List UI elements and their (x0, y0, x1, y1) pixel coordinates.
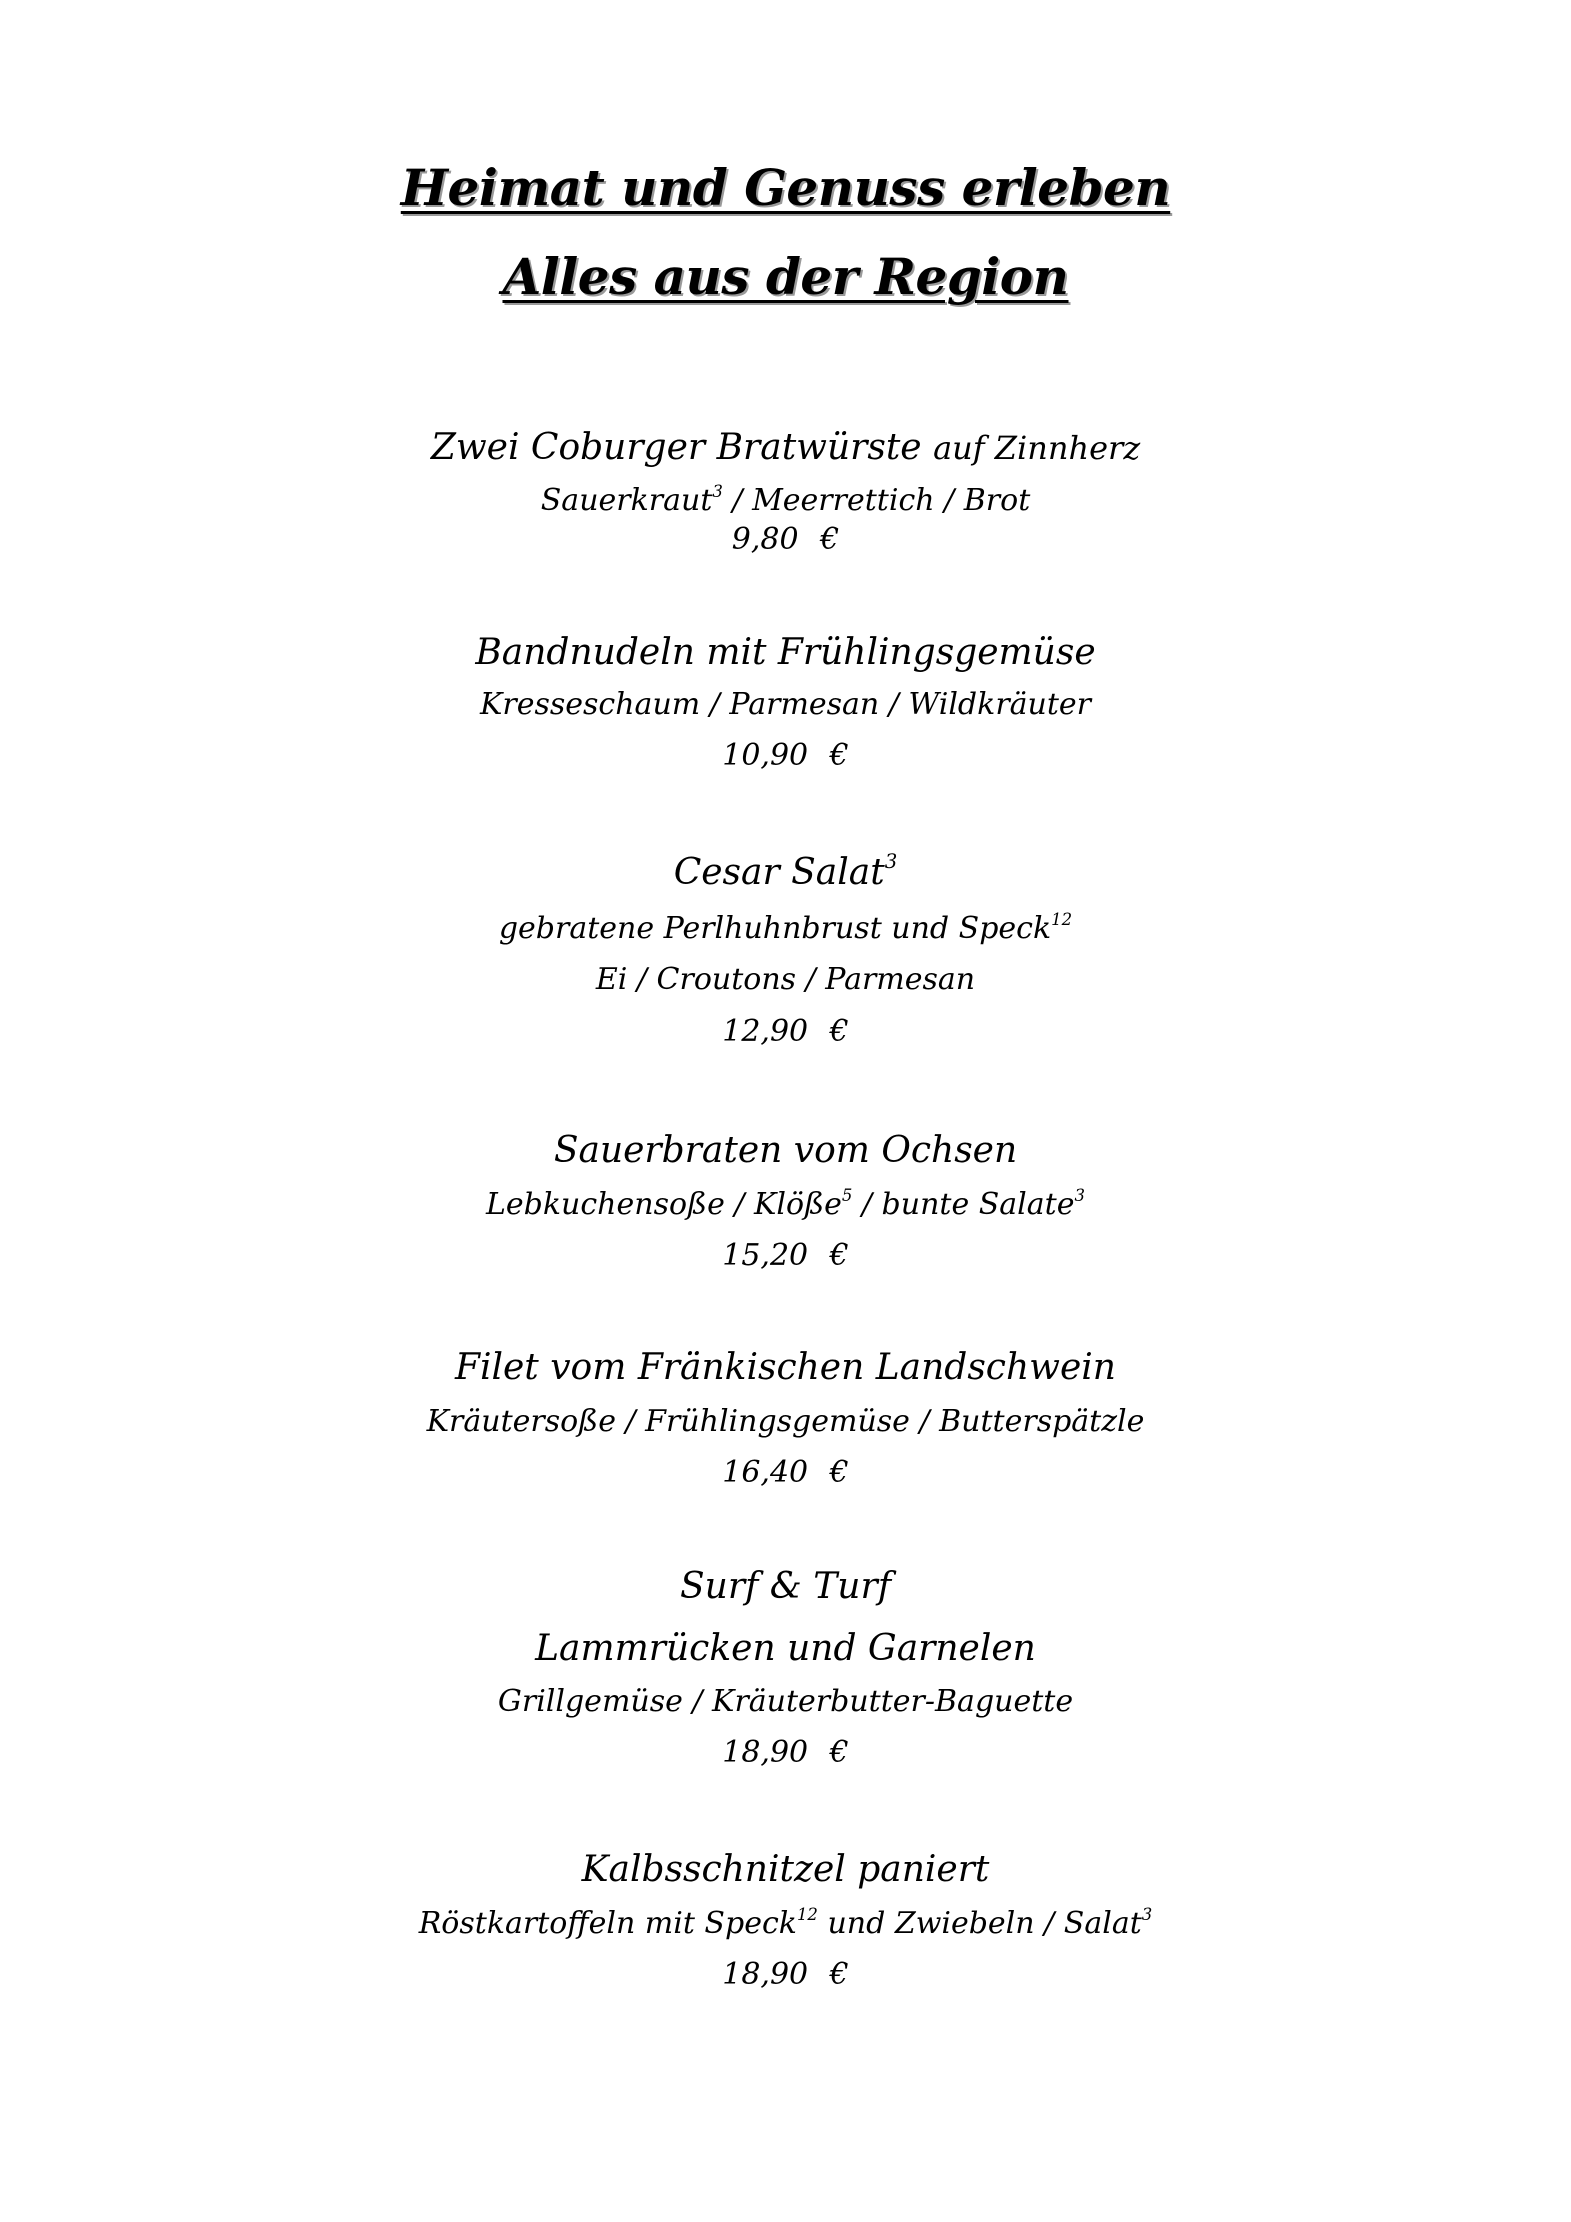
dish-name: Bandnudeln mit Frühlingsgemüse (475, 632, 1096, 673)
dish-price: 18,90 € (722, 1735, 849, 1770)
allergen-note: 3 (884, 850, 898, 874)
dish-sides-text: Sauerkraut (540, 483, 713, 518)
dish-sides: Ei / Croutons / Parmesan (595, 962, 976, 997)
dish-price: 10,90 € (722, 738, 849, 773)
dish-sides-text: / Meerrettich / Brot (722, 483, 1031, 518)
dish-name: Sauerbraten vom Ochsen (553, 1130, 1018, 1171)
allergen-note: 12 (796, 1904, 818, 1924)
dish-price: 15,20 € (722, 1238, 849, 1273)
menu-title-line-2: Alles aus der Region (502, 247, 1069, 306)
dish-sides-text: / bunte Salate (852, 1187, 1075, 1222)
dish-name (0, 426, 1571, 470)
dish-price: 12,90 € (722, 1014, 849, 1049)
dish-description (0, 910, 1571, 948)
dish-name-suffix: auf Zinnherz (933, 429, 1141, 467)
allergen-note: 12 (1051, 909, 1073, 929)
dish-name-main: Zwei Coburger Bratwürste (430, 427, 922, 468)
dish-price: 9,80 € (731, 522, 840, 557)
allergen-note: 3 (1141, 1904, 1153, 1924)
dish-description-text: gebratene Perlhuhnbrust und Speck (498, 911, 1052, 946)
dish-name: Kalbsschnitzel paniert (581, 1849, 990, 1890)
dish-name-main: Cesar Salat (673, 852, 885, 893)
dish-sides-text: und Zwiebeln / Salat (817, 1906, 1142, 1941)
dish-sides (0, 1905, 1571, 1943)
dish-price: 16,40 € (722, 1455, 849, 1490)
dish-sides: Kresseschaum / Parmesan / Wildkräuter (479, 687, 1092, 722)
dish-sides-text: Röstkartoffeln mit Speck (418, 1906, 797, 1941)
dish-sides (0, 1186, 1571, 1224)
dish-sides (0, 482, 1571, 520)
dish-name-secondary: Lammrücken und Garnelen (535, 1628, 1036, 1669)
dish-name: Surf & Turf (679, 1566, 892, 1607)
dish-name: Filet vom Fränkischen Landschwein (455, 1347, 1116, 1388)
allergen-note: 5 (841, 1185, 853, 1205)
dish-sides: Kräutersoße / Frühlingsgemüse / Butterspätzle (426, 1404, 1145, 1439)
allergen-note: 3 (712, 481, 723, 501)
dish-sides: Grillgemüse / Kräuterbutter-Baguette (497, 1684, 1074, 1719)
menu-title-line-1: Heimat und Genuss erleben (400, 158, 1171, 217)
dish-price: 18,90 € (722, 1957, 849, 1992)
dish-name (0, 851, 1571, 895)
dish-sides-text: Lebkuchensoße / Klöße (486, 1187, 842, 1222)
allergen-note: 3 (1074, 1185, 1085, 1205)
